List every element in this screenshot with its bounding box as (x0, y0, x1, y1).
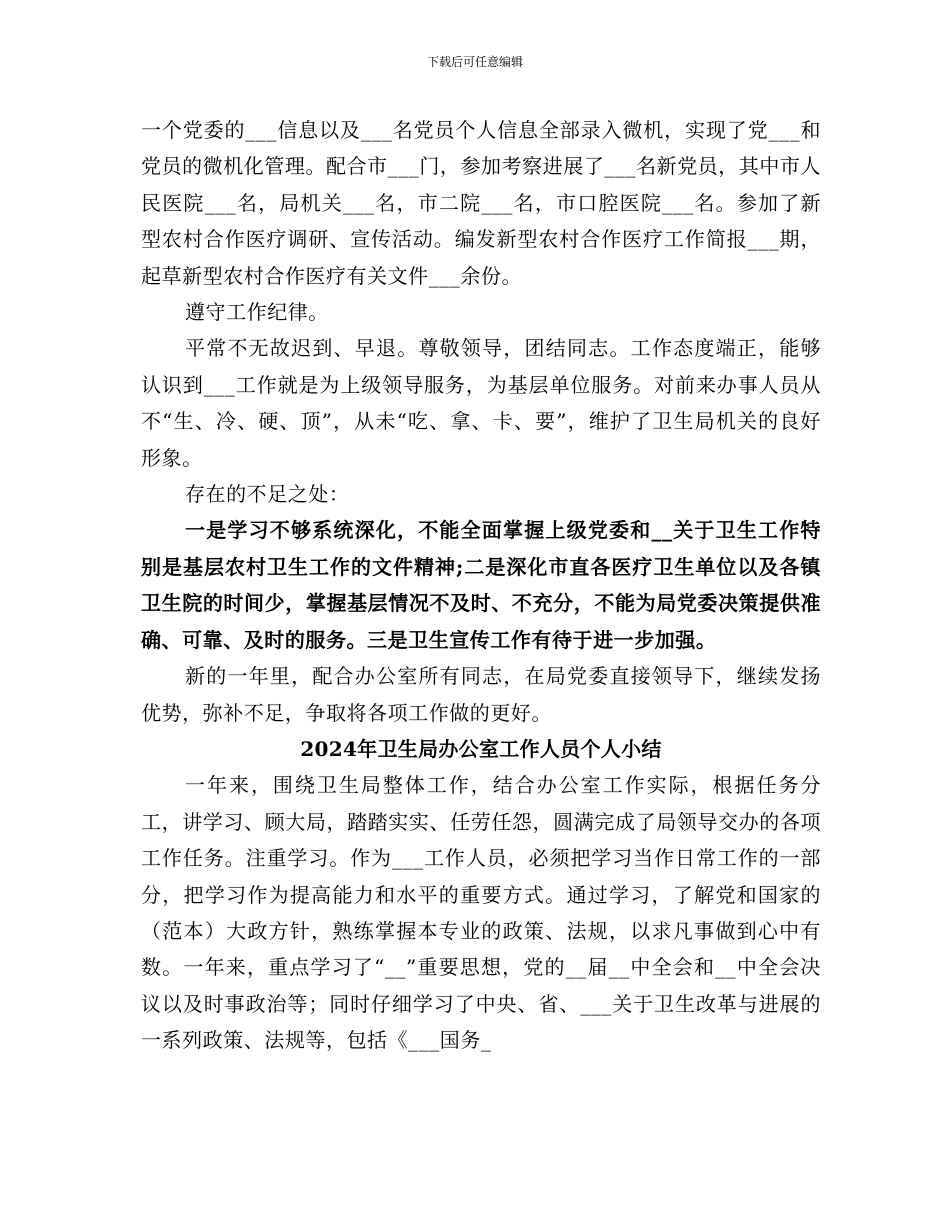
page-header: 下载后可任意编辑 (426, 55, 523, 69)
paragraph-new-year: 新的一年里，配合办公室所有同志，在局党委直接领导下，继续发扬优势，弥补不足，争取将各项工作做的更好。 (141, 664, 821, 725)
section-title: 2024年卫生局办公室工作人员个人小结 (300, 736, 662, 761)
document-body (141, 112, 821, 1059)
paragraph-shortcomings: 一是学习不够系统深化，不能全面掌握上级党委和__关于卫生工作特别是基层农村卫生工作的文件精神;二是深化市直各医疗卫生单位以及各镇卫生院的时间少，掌握基层情况不及时、不充分，不能为局党委决策提供准确、可靠、及时的服务。三是卫生宣传工作有待于进一步加强。 (141, 518, 821, 652)
paragraph-work-discipline-heading: 遵守工作纪律。 (185, 300, 329, 325)
paragraph-work-attitude: 平常不无故迟到、早退。尊敬领导，团结同志。工作态度端正，能够认识到___工作就是为上级领导服务，为基层单位服务。对前来办事人员从不“生、冷、硬、顶”，从未“吃、拿、卡、要”，维护了卫生局机关的良好形象。 (141, 336, 821, 470)
paragraph-summary: 一年来，围绕卫生局整体工作，结合办公室工作实际，根据任务分工，讲学习、顾大局，踏踏实实、任劳任怨，圆满完成了局领导交办的各项工作任务。注重学习。作为___工作人员，必须把学习当作日常工作的一部分，把学习作为提高能力和水平的重要方式。通过学习，了解党和国家的（范本）大政方针，熟练掌握本专业的政策、法规，以求凡事做到心中有数。一年来，重点学习了“__”重要思想，党的__届__中全会和__中全会决议以及时事政治等；同时仔细学习了中央、省、___关于卫生改革与进展的一系列政策、法规等，包括《___国务_ (141, 773, 821, 1053)
paragraph-shortcomings-heading: 存在的不足之处： (185, 482, 350, 507)
paragraph-party-info: 一个党委的___信息以及___名党员个人信息全部录入微机，实现了党___和党员的微机化管理。配合市___门，参加考察进展了___名新党员，其中市人民医院___名，局机关___名，市二院___名，市口腔医院___名。参加了新型农村合作医疗调研、宣传活动。编发新型农村合作医疗工作简报___期，起草新型农村合作医疗有关文件___余份。 (141, 118, 821, 288)
